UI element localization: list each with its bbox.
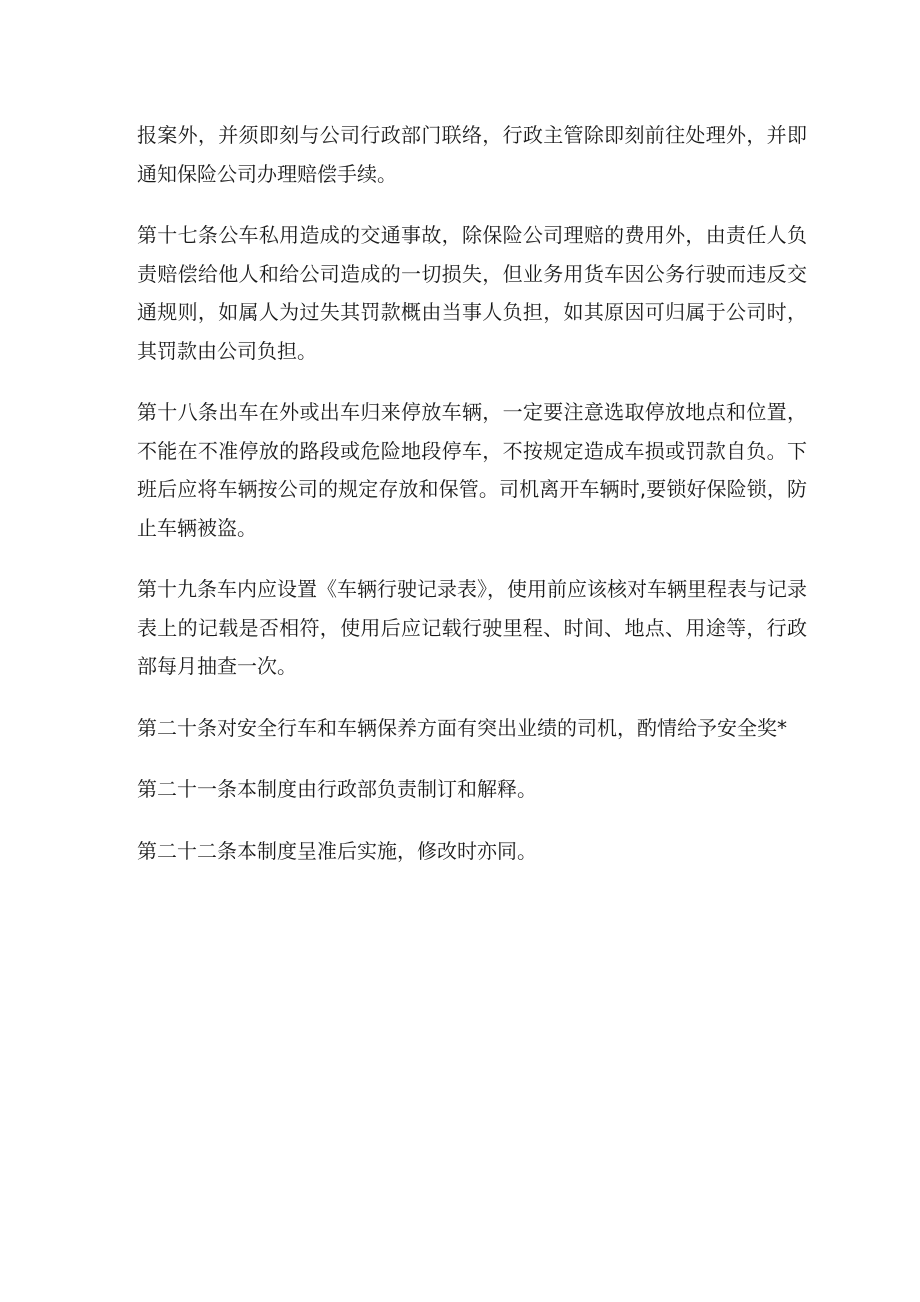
- paragraph-article-19: 第十九条车内应设置《车辆行驶记录表》，使用前应该核对车辆里程表与记录表上的记载是否相符，使用后应记载行驶里程、时间、地点、用途等，行政部每月抽查一次。: [137, 577, 807, 678]
- document-body: [137, 116, 807, 893]
- paragraph-article-17: 第十七条公车私用造成的交通事故，除保险公司理赔的费用外，由责任人负责赔偿给他人和给公司造成的一切损失，但业务用货车因公务行驶而违反交通规则，如属人为过失其罚款概由当事人负担，如其原因可归属于公司时，其罚款由公司负担。: [137, 223, 807, 363]
- paragraph-article-20: 第二十条对安全行车和车辆保养方面有突出业绩的司机，酌情给予安全奖*: [137, 715, 787, 740]
- paragraph-article-18: 第十八条出车在外或出车归来停放车辆，一定要注意选取停放地点和位置，不能在不准停放的路段或危险地段停车，不按规定造成车损或罚款自负。下班后应将车辆按公司的规定存放和保管。司机离开车辆时,要锁好保险锁，防止车辆被盗。: [137, 400, 807, 540]
- paragraph-article-22: 第二十二条本制度呈准后实施，修改时亦同。: [137, 838, 537, 863]
- paragraph-article-21: 第二十一条本制度由行政部负责制订和解释。: [137, 777, 537, 801]
- paragraph-accident-report: 报案外，并须即刻与公司行政部门联络，行政主管除即刻前往处理外，并即通知保险公司办理赔偿手续。: [137, 123, 807, 186]
